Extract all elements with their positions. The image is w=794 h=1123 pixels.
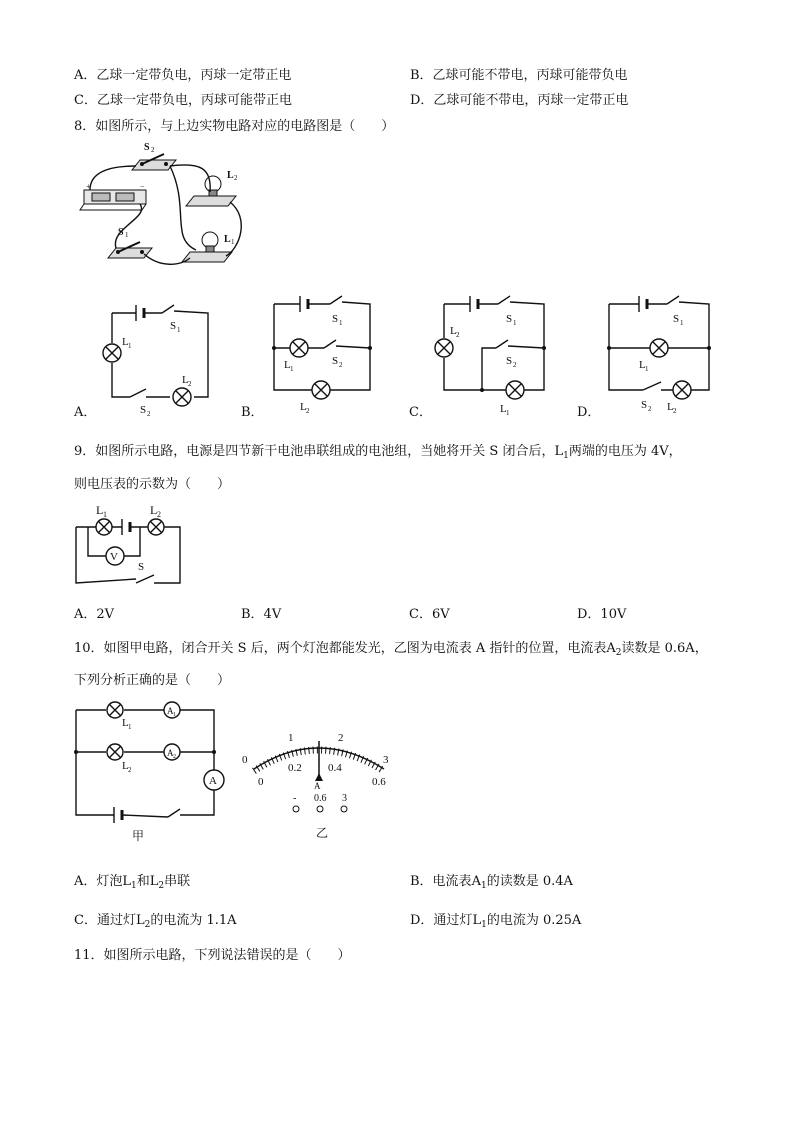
- question-9-option-c: C．6V: [409, 607, 450, 622]
- svg-text:L: L: [122, 760, 129, 772]
- svg-text:L: L: [182, 374, 189, 386]
- battery-plus: +: [86, 182, 91, 191]
- question-10-stem-line2: 下列分析正确的是（ ）: [74, 673, 231, 688]
- photo-s2: S: [144, 142, 150, 153]
- svg-text:0.6: 0.6: [314, 793, 327, 804]
- svg-text:0.6: 0.6: [372, 776, 386, 788]
- svg-text:L: L: [300, 401, 307, 413]
- option-a-letter: A．: [74, 405, 97, 420]
- svg-text:L: L: [450, 325, 457, 337]
- svg-text:1: 1: [513, 319, 517, 327]
- svg-text:0.2: 0.2: [288, 762, 302, 774]
- svg-text:2: 2: [513, 361, 517, 369]
- svg-text:3: 3: [383, 754, 389, 766]
- svg-text:S: S: [506, 313, 513, 325]
- physical-circuit-figure: [80, 138, 255, 273]
- svg-text:1: 1: [339, 319, 343, 327]
- svg-text:1: 1: [128, 723, 132, 731]
- option-d-circuit: [605, 292, 715, 415]
- question-9-circuit: [74, 500, 184, 585]
- figure-yi-label: 乙: [316, 826, 329, 840]
- svg-text:S: S: [641, 399, 648, 411]
- battery-minus: −: [140, 182, 145, 191]
- svg-text:1: 1: [103, 510, 107, 519]
- svg-text:S: S: [140, 404, 147, 416]
- photo-l1: L: [224, 234, 231, 245]
- svg-text:2: 2: [151, 146, 155, 154]
- option-c-letter: C．: [409, 405, 432, 420]
- svg-text:2: 2: [234, 174, 238, 182]
- svg-text:1: 1: [645, 365, 649, 373]
- svg-text:2: 2: [673, 407, 677, 415]
- option-c-circuit: [432, 292, 552, 417]
- svg-text:2: 2: [128, 766, 132, 774]
- question-9-stem-line2: 则电压表的示数为（ ）: [74, 477, 231, 492]
- svg-text:1: 1: [128, 342, 132, 350]
- svg-text:A: A: [167, 748, 174, 758]
- svg-text:2: 2: [339, 361, 343, 369]
- option-c: C．乙球一定带负电，丙球可能带正电: [74, 93, 292, 108]
- svg-text:2: 2: [456, 331, 460, 339]
- question-11-stem: 11．如图所示电路，下列说法错误的是（ ）: [74, 948, 351, 963]
- question-10-option-b: B．电流表$A_1$的读数是 0.4A: [410, 874, 573, 891]
- photo-l2: L: [227, 170, 234, 181]
- svg-text:A: A: [209, 775, 217, 787]
- svg-text:S: S: [170, 320, 177, 332]
- svg-text:A: A: [167, 706, 174, 716]
- figure-yi-ammeter: [240, 725, 400, 845]
- svg-text:A: A: [314, 781, 321, 791]
- question-8-stem: 8．如图所示，与上边实物电路对应的电路图是（ ）: [74, 119, 395, 134]
- svg-text:1: 1: [290, 365, 294, 373]
- option-a: A．乙球一定带负电，丙球一定带正电: [74, 68, 292, 83]
- question-10-option-a: A．灯泡$L_1$和$L_2$串联: [74, 874, 191, 891]
- svg-text:L: L: [284, 359, 291, 371]
- svg-text:2: 2: [157, 510, 161, 519]
- question-9-option-a: A．2V: [74, 607, 115, 622]
- option-b-circuit: [270, 292, 380, 415]
- svg-text:0.4: 0.4: [328, 762, 342, 774]
- svg-text:S: S: [506, 355, 513, 367]
- svg-text:2: 2: [306, 407, 310, 415]
- option-b: B．乙球可能不带电，丙球可能带负电: [410, 68, 628, 83]
- svg-text:1: 1: [177, 326, 181, 334]
- svg-text:L: L: [500, 403, 507, 415]
- figure-jia-label: 甲: [132, 829, 145, 843]
- svg-text:S: S: [138, 561, 145, 573]
- svg-text:2: 2: [648, 405, 652, 413]
- question-9-stem: 9．如图所示电路，电源是四节新干电池串联组成的电池组，当她将开关 S 闭合后，$L_1$两端的电压为 4V，: [74, 444, 682, 461]
- voltmeter-icon: V: [110, 551, 118, 563]
- question-9-option-b: B．4V: [241, 607, 282, 622]
- question-10-stem: 10．如图甲电路，闭合开关 S 后，两个灯泡都能发光，乙图为电流表 A 指针的位置，电流表$A_2$读数是 0.6A，: [74, 641, 708, 658]
- svg-text:S: S: [332, 355, 339, 367]
- svg-text:1: 1: [231, 238, 235, 246]
- svg-text:L: L: [96, 503, 104, 517]
- svg-text:3: 3: [342, 793, 347, 804]
- svg-text:S: S: [673, 313, 680, 325]
- svg-text:2: 2: [147, 410, 151, 418]
- svg-text:L: L: [639, 359, 646, 371]
- svg-text:1: 1: [680, 319, 684, 327]
- option-a-circuit: [100, 305, 215, 418]
- svg-text:L: L: [150, 503, 158, 517]
- svg-text:L: L: [667, 401, 674, 413]
- svg-text:L: L: [122, 336, 129, 348]
- option-d-letter: D．: [577, 405, 601, 420]
- photo-s1: S: [118, 227, 124, 238]
- svg-text:-: -: [293, 793, 297, 804]
- question-10-option-d: D．通过灯$L_1$的电流为 0.25A: [410, 913, 582, 930]
- option-b-letter: B．: [241, 405, 264, 420]
- svg-text:S: S: [332, 313, 339, 325]
- svg-text:1: 1: [125, 231, 129, 239]
- svg-text:0: 0: [258, 776, 264, 788]
- svg-text:L: L: [122, 717, 129, 729]
- option-d: D．乙球可能不带电，丙球一定带正电: [410, 93, 629, 108]
- figure-jia-circuit: [72, 700, 222, 845]
- question-9-option-d: D．10V: [577, 607, 627, 622]
- svg-text:0: 0: [242, 754, 248, 766]
- svg-text:2: 2: [338, 732, 344, 744]
- svg-text:2: 2: [173, 754, 176, 760]
- svg-text:1: 1: [173, 712, 176, 718]
- svg-text:2: 2: [188, 380, 192, 388]
- question-10-option-c: C．通过灯$L_2$的电流为 1.1A: [74, 913, 237, 930]
- svg-text:1: 1: [506, 409, 510, 417]
- svg-text:1: 1: [288, 732, 294, 744]
